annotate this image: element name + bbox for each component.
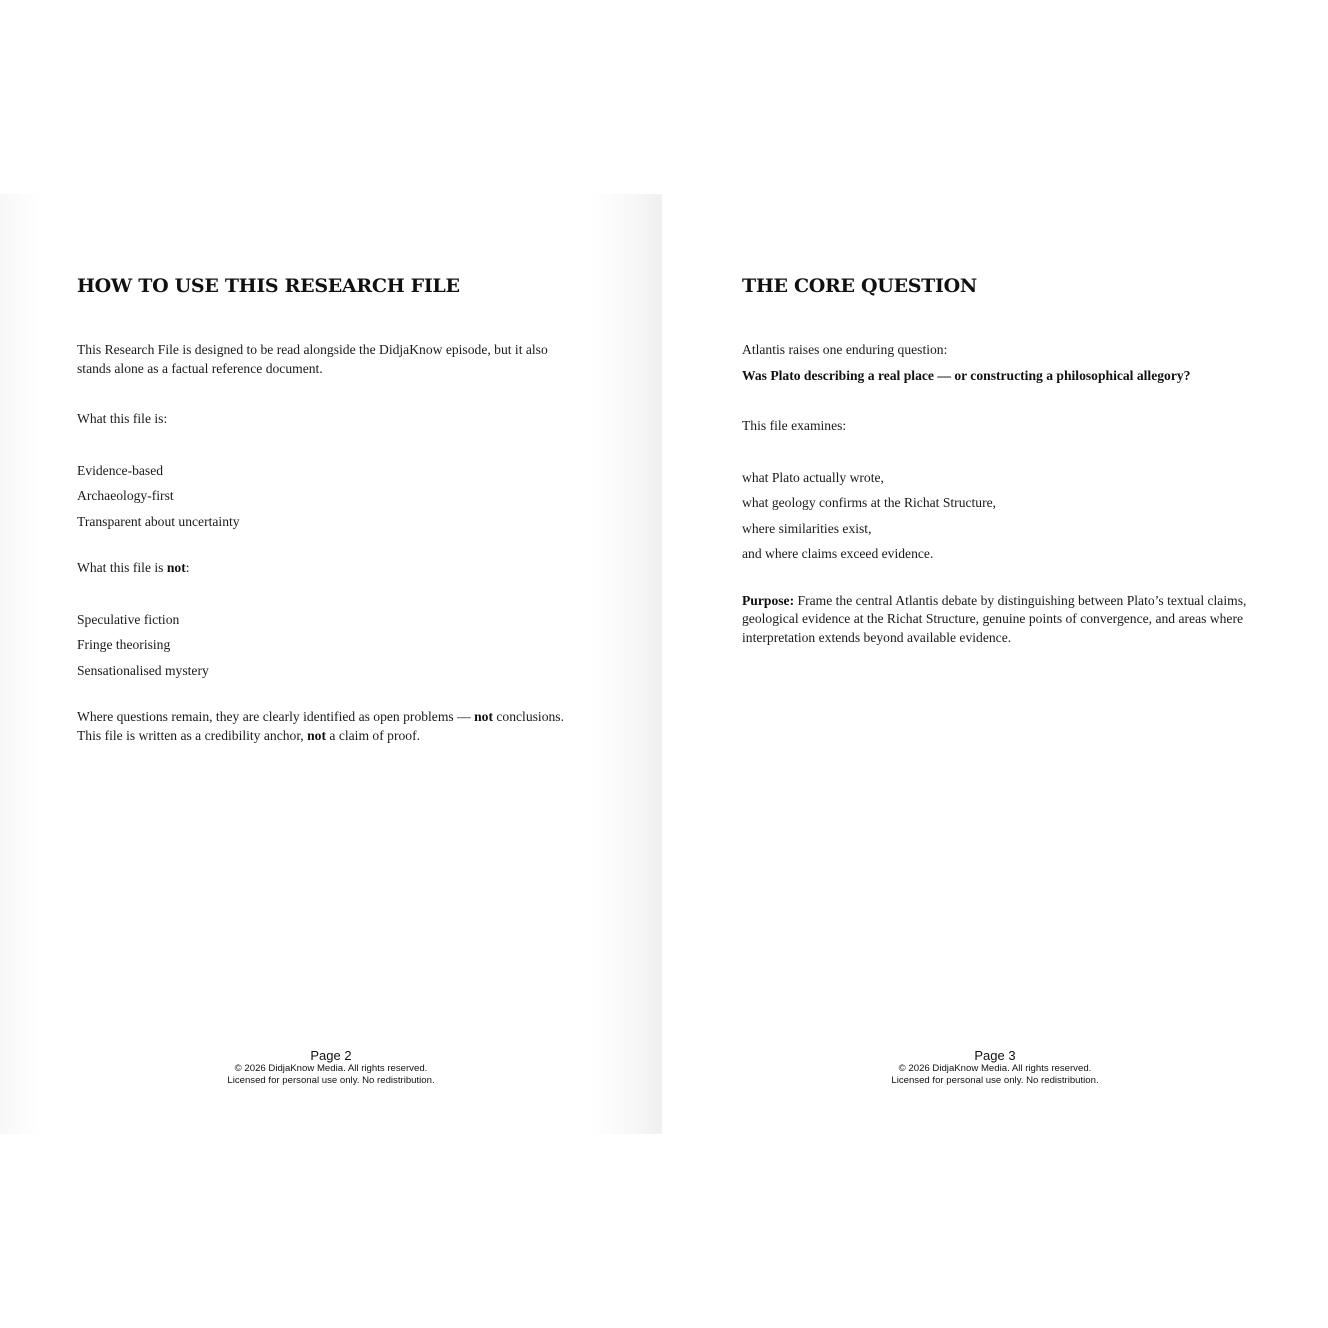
examines-heading: This file examines: — [742, 418, 847, 433]
purpose-paragraph — [742, 592, 1247, 648]
copyright-notice: © 2026 DidjaKnow Media. All rights reserved. — [234, 1063, 428, 1074]
emphasis-not: not — [166, 560, 186, 575]
page-3 — [662, 194, 1328, 1134]
page-footer — [662, 1048, 1328, 1087]
core-question — [742, 367, 1252, 386]
intro-paragraph: Atlantis raises one enduring question: — [742, 342, 948, 357]
closing-text: This file is written as a credibility anchor, — [77, 727, 308, 743]
list-item: and where claims exceed evidence. — [742, 546, 934, 561]
list-item: Speculative fiction — [77, 611, 180, 627]
purpose-text: Frame the central Atlantis debate by distinguishing between Plato’s textual claims, geological evidence at the Richat Structure, genuine points of convergence, and areas where interpretation extends beyond available evidence. — [742, 592, 1247, 645]
license-notice: Licensed for personal use only. No redistribution. — [891, 1075, 1099, 1086]
closing-text: conclusions. — [493, 709, 564, 724]
emphasis-not: not — [307, 727, 326, 743]
page-title: THE CORE QUESTION — [742, 275, 977, 297]
is-heading: What this file is: — [77, 411, 168, 426]
purpose-label: Purpose: — [742, 592, 795, 608]
page-number: Page 3 — [974, 1048, 1016, 1063]
copyright-notice: © 2026 DidjaKnow Media. All rights reserved. — [898, 1063, 1092, 1074]
document-spread — [0, 194, 1328, 1134]
emphasis-not: not — [474, 709, 493, 724]
list-item: Fringe theorising — [77, 637, 171, 652]
closing-text: a claim of proof. — [326, 727, 420, 743]
page-title: HOW TO USE THIS RESEARCH FILE — [77, 275, 460, 297]
examines-list — [742, 465, 1252, 567]
list-item: Transparent about uncertainty — [77, 513, 240, 529]
not-heading-colon: : — [185, 560, 190, 575]
page-2 — [0, 194, 662, 1134]
page-footer — [0, 1048, 662, 1087]
not-heading-text: What this file is — [77, 560, 167, 575]
closing-text: Where questions remain, they are clearly identified as open problems — — [77, 709, 475, 724]
list-item: Archaeology-first — [77, 488, 174, 503]
closing-line-2 — [77, 727, 597, 746]
intro-paragraph: This Research File is designed to be read alongside the DidjaKnow episode, but it also stands alone as a factual reference document. — [77, 342, 548, 376]
is-list — [77, 458, 597, 535]
core-question-text: Was Plato describing a real place — or constructing a philosophical allegory? — [742, 367, 1191, 383]
list-item: where similarities exist, — [742, 520, 872, 536]
license-notice: Licensed for personal use only. No redistribution. — [227, 1075, 435, 1086]
list-item: Evidence-based — [77, 462, 164, 478]
not-list — [77, 607, 597, 684]
list-item: what geology confirms at the Richat Structure, — [742, 495, 997, 510]
not-heading — [77, 559, 597, 578]
list-item: what Plato actually wrote, — [742, 469, 884, 485]
page-3-content — [742, 274, 1252, 647]
list-item: Sensationalised mystery — [77, 662, 209, 678]
page-number: Page 2 — [310, 1048, 352, 1063]
page-2-content — [77, 274, 597, 745]
closing-line-1 — [77, 708, 597, 727]
